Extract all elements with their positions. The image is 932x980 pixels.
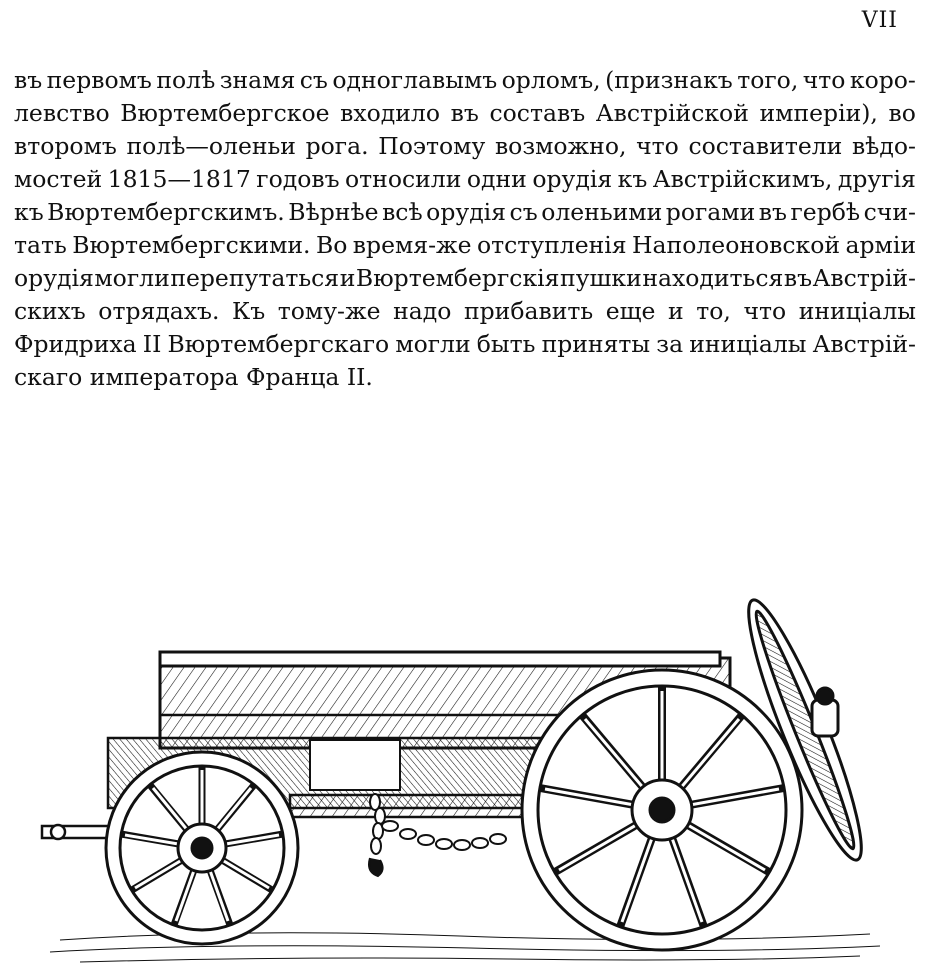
word: Вюртембергскимъ. [47,198,285,226]
word: могли [94,264,170,292]
word: левство [14,99,110,127]
word: составъ [489,99,586,127]
word: отрядахъ. [98,297,220,325]
word: вѣдо- [851,132,916,160]
text-line [14,229,916,262]
text-line [14,130,916,163]
word: гербѣ [790,198,861,226]
word: рогами [665,198,756,226]
text-line-last [14,361,916,394]
word: могли [395,330,471,358]
word: съ [509,198,538,226]
word: (признакъ [605,66,733,94]
word: Къ [232,297,266,325]
word: тать [14,231,67,259]
word: скихъ [14,297,86,325]
text-line [14,163,916,196]
word: къ [14,198,44,226]
page-number: VII [861,8,898,33]
word: возможно, [494,132,627,160]
rear-wheel [522,670,802,950]
word: въ [758,198,787,226]
text-line [14,64,916,97]
line-text: скаго императора Франца II. [14,363,373,391]
word: Австрійской [595,99,749,127]
word: орудія [532,165,613,193]
word: въ [14,66,43,94]
word: 1815—1817 [107,165,251,193]
word: пушки [560,264,642,292]
word: что [636,132,679,160]
word: другія [837,165,916,193]
text-line [14,262,916,295]
word: что [743,297,787,325]
word: того, [737,66,799,94]
word: Вюртембергскія [355,264,560,292]
word: орудія [14,264,94,292]
word: Австрійскимъ, [652,165,833,193]
word: годовъ [256,165,340,193]
word: съ [299,66,328,94]
word: полѣ—оленьи [126,132,296,160]
word: прибавить [463,297,594,325]
word: всѣ [382,198,423,226]
word: имперіи), [759,99,878,127]
word: и [668,297,684,325]
word: надо [393,297,452,325]
word: знамя [219,66,296,94]
word: иниціалы [798,297,916,325]
word: орломъ, [501,66,601,94]
word: что [802,66,846,94]
word: коро- [849,66,916,94]
word: оленьими [541,198,663,226]
word: мостей [14,165,103,193]
word: одноглавымъ [332,66,498,94]
word: Вюртембергскаго [167,330,390,358]
word: Вюртембергскими. [72,231,311,259]
word: Поэтому [378,132,486,160]
word: полѣ [156,66,216,94]
front-wheel [106,752,298,944]
word: и [339,264,356,292]
word: перепутаться [170,264,340,292]
body-text [14,64,916,394]
text-line [14,295,916,328]
word: въ [783,264,813,292]
word: отступленія [476,231,627,259]
word: Австрій- [812,264,916,292]
word: рога. [305,132,369,160]
word: Австрій- [812,330,916,358]
wagon-illustration [40,590,900,970]
word: приняты [541,330,651,358]
word: первомъ [46,66,152,94]
text-line [14,97,916,130]
word: то, [696,297,731,325]
word: Во [315,231,348,259]
word: входило [340,99,441,127]
word: быть [476,330,536,358]
word: орудія [426,198,507,226]
text-line [14,196,916,229]
word: относили [345,165,462,193]
word: за [656,330,684,358]
word: Вѣрнѣе [288,198,379,226]
word: во [888,99,916,127]
word: арміи [845,231,916,259]
word: составители [688,132,843,160]
text-line [14,328,916,361]
word: еще [605,297,656,325]
word: находиться [642,264,784,292]
word: Наполеоновской [632,231,841,259]
word: II [142,330,162,358]
word: иниціалы [689,330,807,358]
word: счи- [863,198,916,226]
word: время-же [352,231,472,259]
word: второмъ [14,132,117,160]
word: одни [466,165,527,193]
word: тому-же [277,297,381,325]
word: Фридриха [14,330,137,358]
word: къ [617,165,648,193]
word: Вюртембергское [120,99,330,127]
word: въ [450,99,479,127]
